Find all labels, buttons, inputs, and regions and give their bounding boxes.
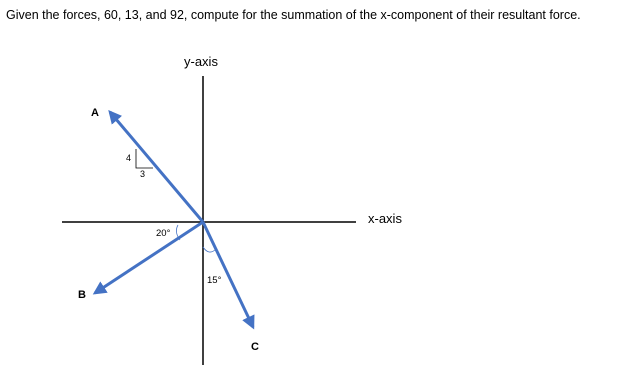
- vector-b-label: B: [78, 289, 86, 301]
- angle-b-label: 20°: [156, 228, 171, 239]
- x-axis-label: x-axis: [368, 211, 402, 226]
- slope-run-label: 3: [140, 169, 146, 179]
- vector-b-arrow: [95, 222, 203, 293]
- vector-a-arrow: [110, 112, 203, 222]
- slope-rise-label: 4: [126, 153, 132, 163]
- angle-c-label: 15°: [207, 275, 222, 286]
- question-text: Given the forces, 60, 13, and 92, compute for the summation of the x-component of their resultant force.: [6, 8, 581, 22]
- y-axis-label: y-axis: [184, 54, 218, 69]
- vector-c-label: C: [251, 341, 259, 353]
- vector-a-label: A: [91, 107, 99, 119]
